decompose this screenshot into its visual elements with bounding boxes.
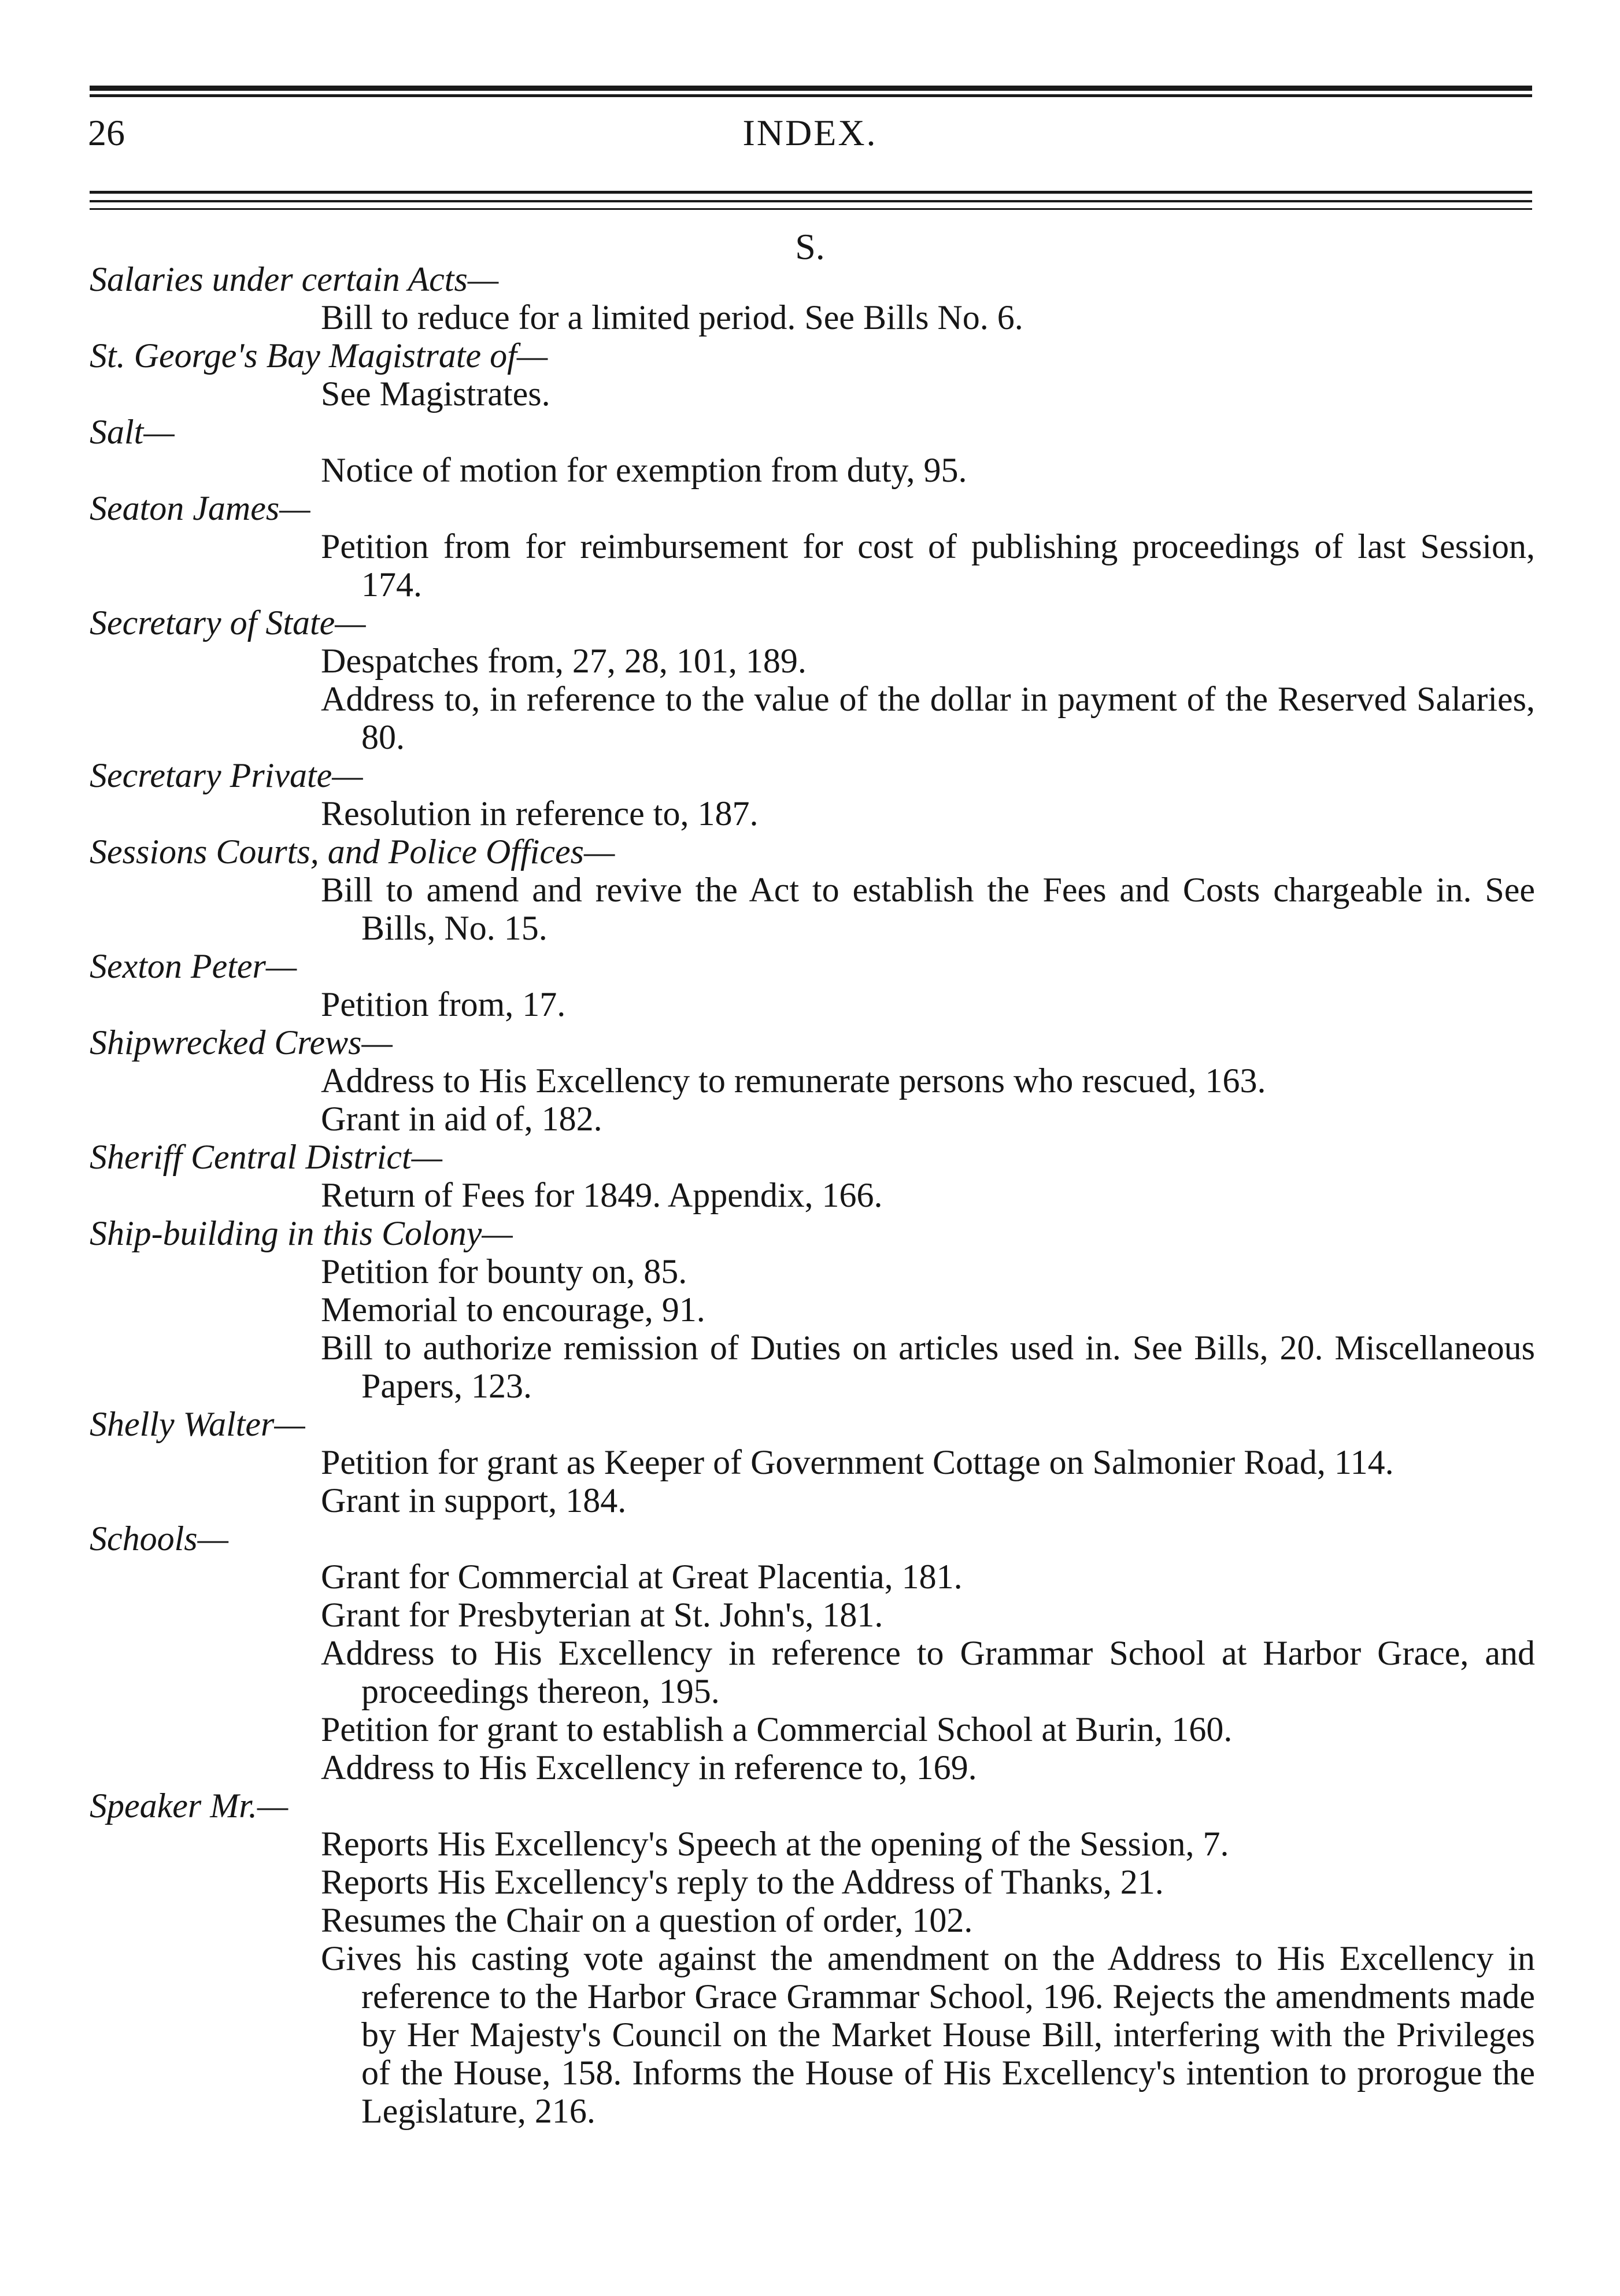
sub-entry: Address to His Excellency to remunerate persons who rescued, 163. <box>321 1062 1266 1100</box>
sub-entry: Address to His Excellency in reference to, 169. <box>321 1748 977 1787</box>
sub-entry: Reports His Excellency's reply to the Address of Thanks, 21. <box>321 1863 1164 1901</box>
entry-heading: St. George's Bay Magistrate of— <box>90 337 548 375</box>
entry-heading: Salaries under certain Acts— <box>90 260 499 298</box>
sub-entry: Petition for grant as Keeper of Government Cottage on Salmonier Road, 114. <box>321 1443 1394 1481</box>
header-rule-3 <box>90 208 1532 210</box>
header-rule-2 <box>90 200 1532 202</box>
index-body <box>90 260 1535 2130</box>
entry-heading: Salt— <box>90 413 175 451</box>
entry-heading: Sexton Peter— <box>90 947 297 985</box>
top-rule-thick <box>90 86 1532 91</box>
sub-entry: Bill to reduce for a limited period. See Bills No. 6. <box>321 298 1023 337</box>
page-number: 26 <box>88 112 125 153</box>
entry-heading: Sessions Courts, and Police Offices— <box>90 833 615 871</box>
entry-heading: Schools— <box>90 1519 228 1558</box>
sub-entry: Gives his casting vote against the amendment on the Address to His Excellency in reference to the Harbor Grace Grammar School, 196. Rejects the amendments made by Her Majesty's Council on the Market House Bill, interfering with the Privileges of the House, 158. Informs the House of His Excellency's intention to prorogue the Legislature, 216. <box>321 1939 1535 2130</box>
sub-entry: Return of Fees for 1849. Appendix, 166. <box>321 1176 883 1214</box>
sub-entry: Grant for Commercial at Great Placentia, 181. <box>321 1558 963 1596</box>
sub-entry: Petition from, 17. <box>321 985 566 1023</box>
sub-entry: See Magistrates. <box>321 375 550 413</box>
sub-entry: Address to, in reference to the value of the dollar in payment of the Reserved Salaries, 80. <box>321 680 1535 756</box>
sub-entry: Memorial to encourage, 91. <box>321 1291 705 1329</box>
sub-entry: Petition for grant to establish a Commercial School at Burin, 160. <box>321 1710 1233 1748</box>
sub-entry: Grant in aid of, 182. <box>321 1100 602 1138</box>
sub-entry: Address to His Excellency in reference to Grammar School at Harbor Grace, and proceedings thereon, 195. <box>321 1634 1535 1710</box>
sub-entry: Grant in support, 184. <box>321 1481 627 1519</box>
entry-heading: Ship-building in this Colony— <box>90 1214 513 1252</box>
running-title: INDEX. <box>742 112 878 153</box>
entry-heading: Speaker Mr.— <box>90 1787 289 1825</box>
sub-entry: Bill to authorize remission of Duties on articles used in. See Bills, 20. Miscellaneous Papers, 123. <box>321 1329 1535 1405</box>
sub-entry: Despatches from, 27, 28, 101, 189. <box>321 642 807 680</box>
entry-heading: Seaton James— <box>90 489 310 527</box>
entry-heading: Secretary Private— <box>90 756 363 794</box>
sub-entry: Petition from for reimbursement for cost of publishing proceedings of last Session, 174. <box>321 527 1535 604</box>
sub-entry: Reports His Excellency's Speech at the opening of the Session, 7. <box>321 1825 1229 1863</box>
sub-entry: Notice of motion for exemption from duty, 95. <box>321 451 967 489</box>
header-rule-1 <box>90 191 1532 194</box>
sub-entry: Resolution in reference to, 187. <box>321 794 759 833</box>
entry-heading: Secretary of State— <box>90 604 366 642</box>
entry-heading: Shipwrecked Crews— <box>90 1023 393 1062</box>
entry-heading: Sheriff Central District— <box>90 1138 443 1176</box>
sub-entry: Resumes the Chair on a question of order, 102. <box>321 1901 973 1939</box>
section-letter: S. <box>795 226 825 267</box>
entry-heading: Shelly Walter— <box>90 1405 305 1443</box>
top-rule-thin <box>90 94 1532 97</box>
sub-entry: Bill to amend and revive the Act to establish the Fees and Costs chargeable in. See Bills, No. 15. <box>321 871 1535 947</box>
sub-entry: Petition for bounty on, 85. <box>321 1252 687 1291</box>
sub-entry: Grant for Presbyterian at St. John's, 181. <box>321 1596 883 1634</box>
